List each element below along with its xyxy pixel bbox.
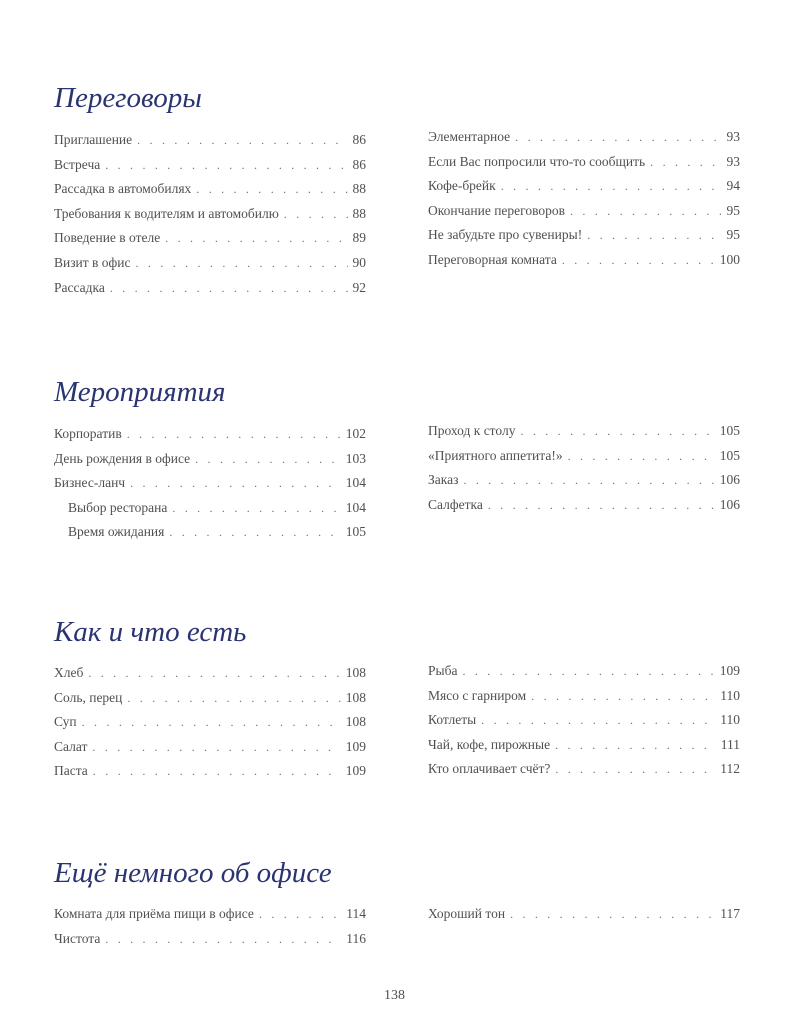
toc-entry-title: Визит в офис — [54, 254, 131, 270]
toc-entry-title: «Приятного аппетита!» — [428, 447, 563, 463]
toc-entry-page: 88 — [352, 205, 366, 221]
toc-entry[interactable] — [54, 177, 366, 202]
toc-entry-page: 104 — [345, 475, 366, 491]
toc-entry[interactable] — [428, 150, 740, 175]
toc-entry-title: Паста — [54, 763, 88, 779]
toc-entry-page: 103 — [345, 450, 366, 466]
dot-leader — [284, 202, 348, 227]
dot-leader — [105, 153, 347, 178]
dot-leader — [562, 248, 715, 273]
toc-entry-page: 108 — [345, 689, 366, 705]
toc-entry-title: Элементарное — [428, 129, 511, 144]
dot-leader — [510, 902, 715, 927]
toc-entry-title: Рыба — [428, 663, 458, 678]
toc-entry-title: Приглашение — [54, 132, 133, 147]
toc-column-right — [428, 659, 740, 782]
section-title: Переговоры — [54, 82, 202, 114]
toc-entry-title: Чистота — [54, 930, 101, 946]
toc-entry-title: Бизнес-ланч — [54, 475, 126, 491]
toc-entry-title: Требования к водителям и автомобилю — [54, 205, 279, 221]
toc-entry-title: Хлеб — [54, 665, 84, 680]
dot-leader — [650, 150, 721, 175]
toc-entry-page: 105 — [719, 447, 740, 463]
toc-entry[interactable] — [54, 153, 366, 178]
toc-entry-page: 102 — [345, 426, 366, 441]
toc-entry[interactable] — [54, 226, 366, 251]
dot-leader — [481, 708, 715, 733]
toc-entry-title: Салфетка — [428, 496, 483, 512]
toc-column-left — [54, 902, 366, 951]
dot-leader — [501, 174, 722, 199]
toc-entry-page: 106 — [719, 496, 740, 512]
toc-entry[interactable] — [54, 251, 366, 276]
toc-entry-title: Не забудьте про сувениры! — [428, 227, 583, 243]
toc-entry[interactable] — [428, 248, 740, 273]
toc-entry-page: 92 — [352, 279, 366, 295]
toc-entry-title: Поведение в отеле — [54, 230, 161, 246]
toc-entry-page: 95 — [726, 227, 740, 243]
toc-entry-page: 105 — [345, 524, 366, 540]
toc-entry-title: Проход к столу — [428, 423, 516, 438]
toc-entry[interactable] — [428, 223, 740, 248]
toc-entry-page: 94 — [726, 178, 740, 194]
dot-leader — [105, 927, 341, 952]
toc-entry[interactable] — [428, 902, 740, 927]
toc-entry-page: 109 — [345, 738, 366, 754]
toc-entry-page: 93 — [726, 153, 740, 169]
dot-leader — [165, 226, 347, 251]
dot-leader — [196, 177, 347, 202]
dot-leader — [130, 471, 341, 496]
toc-entry-title: Корпоратив — [54, 426, 122, 441]
toc-entry-page: 100 — [719, 251, 740, 267]
toc-entry[interactable] — [428, 757, 740, 782]
toc-entry-page: 86 — [352, 156, 366, 172]
dot-leader — [92, 735, 340, 760]
toc-entry-title: Салат — [54, 738, 88, 754]
dot-leader — [555, 757, 715, 782]
toc-entry-page: 93 — [726, 129, 740, 144]
toc-entry[interactable] — [428, 174, 740, 199]
dot-leader — [127, 686, 340, 711]
dot-leader — [136, 251, 348, 276]
dot-leader — [137, 128, 347, 153]
toc-entry-page: 110 — [720, 712, 740, 728]
dot-leader — [259, 902, 341, 927]
toc-entry[interactable] — [428, 199, 740, 224]
toc-entry-page: 109 — [345, 763, 366, 779]
dot-leader — [169, 520, 340, 545]
dot-leader — [462, 659, 714, 684]
toc-entry[interactable] — [54, 520, 366, 545]
toc-column-right — [428, 419, 740, 517]
dot-leader — [531, 684, 715, 709]
dot-leader — [555, 733, 716, 758]
toc-entry[interactable] — [54, 759, 366, 784]
toc-entry[interactable] — [54, 496, 366, 521]
toc-entry-title: Рассадка в автомобилях — [54, 181, 192, 197]
toc-entry[interactable] — [54, 927, 366, 952]
toc-column-left — [54, 422, 366, 545]
toc-entry-page: 109 — [719, 663, 740, 678]
dot-leader — [570, 199, 721, 224]
dot-leader — [587, 223, 721, 248]
dot-leader — [195, 447, 341, 472]
toc-column-right — [428, 902, 740, 927]
toc-entry[interactable] — [54, 128, 366, 153]
toc-entry[interactable] — [428, 659, 740, 684]
toc-entry-page: 110 — [720, 687, 740, 703]
toc-entry-page: 89 — [352, 230, 366, 246]
toc-entry-page: 114 — [346, 906, 366, 921]
toc-entry-title: Заказ — [428, 472, 459, 488]
toc-entry-title: Если Вас попросили что-то сообщить — [428, 153, 646, 169]
toc-entry-title: Комната для приёма пищи в офисе — [54, 906, 254, 921]
toc-entry[interactable] — [54, 686, 366, 711]
dot-leader — [568, 444, 715, 469]
toc-entry-title: Время ожидания — [68, 524, 165, 540]
toc-entry-page: 88 — [352, 181, 366, 197]
toc-entry-page: 116 — [346, 930, 366, 946]
toc-entry[interactable] — [428, 125, 740, 150]
dot-leader — [488, 493, 715, 518]
toc-entry-title: Чай, кофе, пирожные — [428, 736, 551, 752]
toc-entry-title: День рождения в офисе — [54, 450, 191, 466]
toc-entry[interactable] — [54, 661, 366, 686]
toc-column-right — [428, 125, 740, 273]
toc-entry-page: 105 — [719, 423, 740, 438]
toc-entry-title: Встреча — [54, 156, 101, 172]
toc-entry[interactable] — [54, 202, 366, 227]
dot-leader — [515, 125, 721, 150]
toc-entry[interactable] — [54, 902, 366, 927]
section-title: Мероприятия — [54, 376, 226, 408]
toc-entry-page: 111 — [720, 736, 740, 752]
dot-leader — [463, 468, 714, 493]
toc-entry[interactable] — [54, 710, 366, 735]
toc-entry[interactable] — [428, 493, 740, 518]
toc-entry-page: 108 — [345, 665, 366, 680]
toc-entry-title: Кто оплачивает счёт? — [428, 761, 551, 777]
toc-entry-title: Котлеты — [428, 712, 477, 728]
toc-entry-page: 86 — [352, 132, 366, 147]
toc-entry-page: 117 — [720, 906, 740, 921]
page-number: 138 — [384, 988, 405, 1003]
dot-leader — [82, 710, 341, 735]
dot-leader — [88, 661, 340, 686]
toc-entry-title: Окончание переговоров — [428, 202, 566, 218]
toc-entry-page: 90 — [352, 254, 366, 270]
toc-entry-page: 106 — [719, 472, 740, 488]
toc-entry-page: 112 — [720, 761, 740, 777]
toc-entry-title: Мясо с гарниром — [428, 687, 527, 703]
toc-entry-title: Рассадка — [54, 279, 105, 295]
toc-column-left — [54, 128, 366, 300]
toc-entry-title: Суп — [54, 714, 77, 730]
section-title: Ещё немного об офисе — [54, 857, 332, 889]
dot-leader — [110, 276, 348, 301]
toc-entry[interactable] — [428, 684, 740, 709]
toc-entry[interactable] — [54, 735, 366, 760]
dot-leader — [93, 759, 341, 784]
toc-entry[interactable] — [428, 468, 740, 493]
toc-entry[interactable] — [428, 444, 740, 469]
toc-column-left — [54, 661, 366, 784]
toc-entry[interactable] — [54, 276, 366, 301]
toc-entry[interactable] — [428, 733, 740, 758]
toc-entry[interactable] — [54, 422, 366, 447]
toc-entry[interactable] — [54, 447, 366, 472]
toc-entry[interactable] — [54, 471, 366, 496]
toc-entry[interactable] — [428, 708, 740, 733]
toc-entry-title: Кофе-брейк — [428, 178, 496, 194]
toc-entry[interactable] — [428, 419, 740, 444]
toc-entry-title: Соль, перец — [54, 689, 123, 705]
toc-entry-page: 104 — [345, 499, 366, 515]
toc-entry-title: Хороший тон — [428, 906, 506, 921]
section-title: Как и что есть — [54, 616, 247, 648]
dot-leader — [172, 496, 340, 521]
toc-entry-page: 108 — [345, 714, 366, 730]
toc-entry-title: Выбор ресторана — [68, 499, 168, 515]
toc-entry-title: Переговорная комната — [428, 251, 557, 267]
toc-entry-page: 95 — [726, 202, 740, 218]
dot-leader — [127, 422, 341, 447]
dot-leader — [520, 419, 714, 444]
